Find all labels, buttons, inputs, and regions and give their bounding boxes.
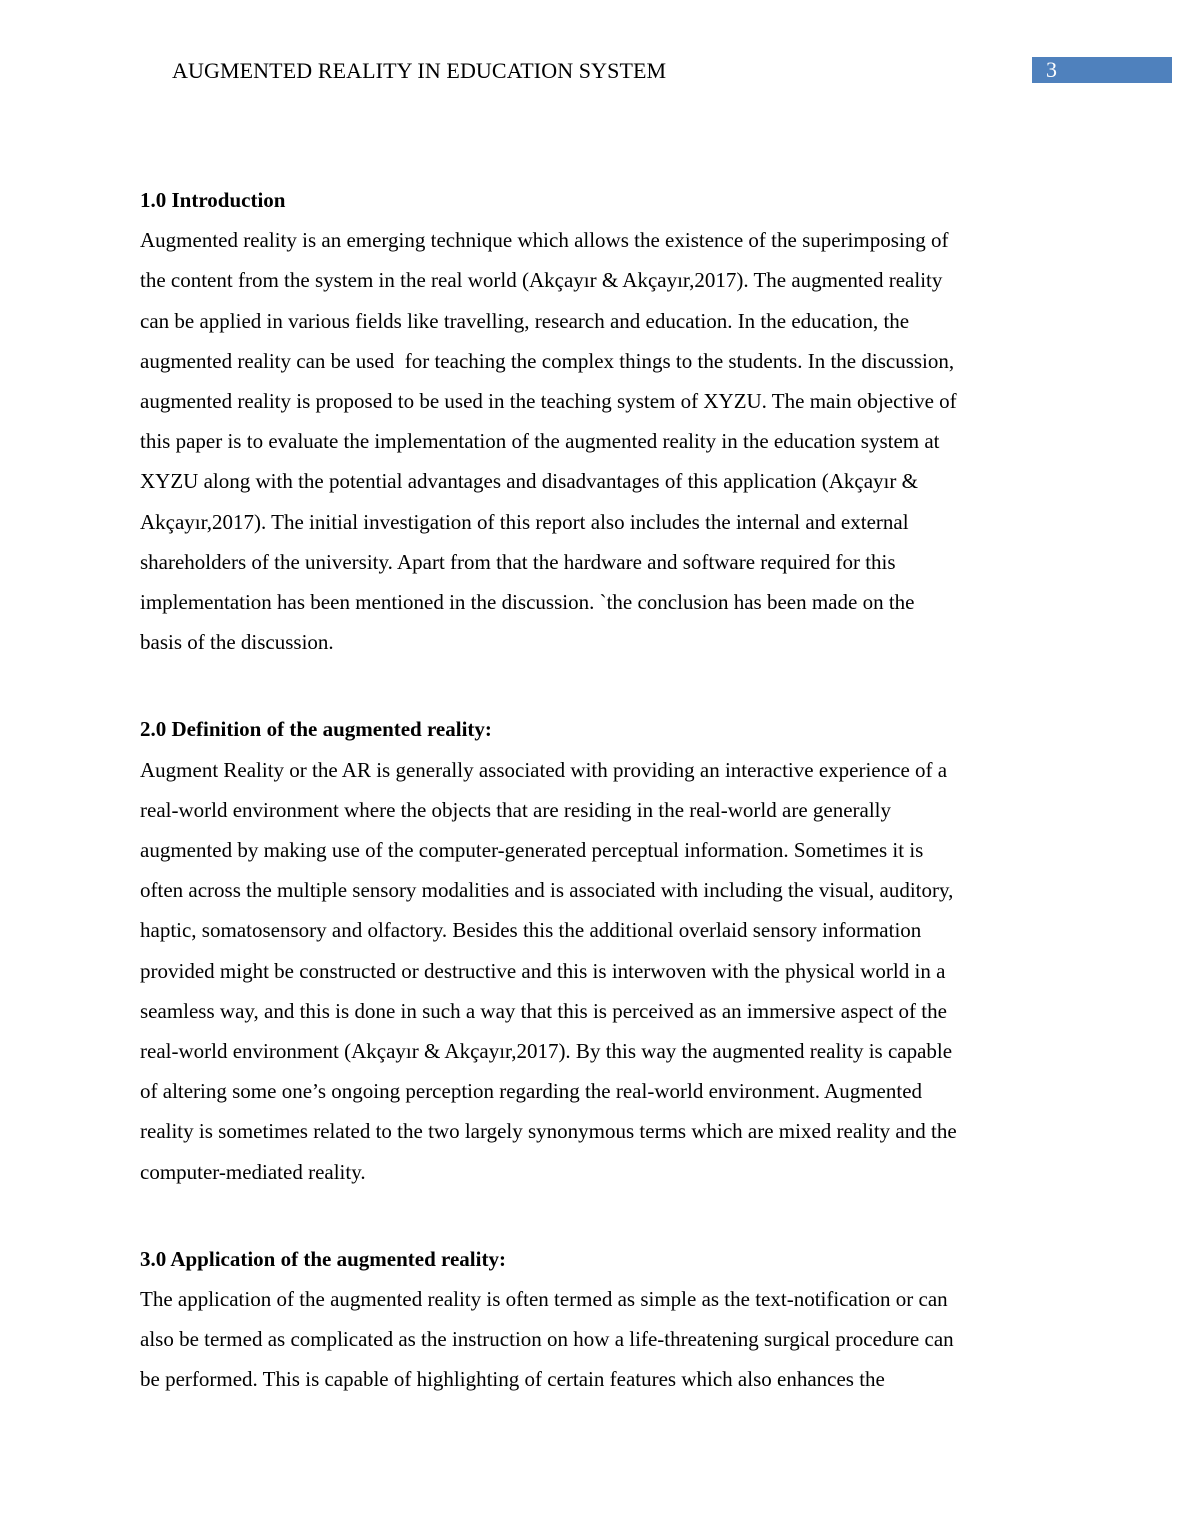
- text-line: of altering some one’s ongoing perception regarding the real-world environment. Augmented: [140, 1079, 923, 1104]
- text-line: The application of the augmented reality is often termed as simple as the text-notification or can: [140, 1287, 948, 1312]
- text-line: haptic, somatosensory and olfactory. Besides this the additional overlaid sensory information: [140, 918, 922, 943]
- document-body: [140, 180, 1060, 1400]
- section-heading: 3.0 Application of the augmented reality:: [140, 1246, 506, 1271]
- section-heading: 1.0 Introduction: [140, 188, 286, 212]
- text-line: basis of the discussion.: [140, 630, 334, 655]
- text-line: XYZU along with the potential advantages and disadvantages of this application (Akçayır &: [140, 469, 918, 494]
- running-header-title: AUGMENTED REALITY IN EDUCATION SYSTEM: [172, 58, 667, 83]
- text-line: real-world environment (Akçayır & Akçayır,2017). By this way the augmented reality is capable: [140, 1039, 953, 1064]
- text-line: implementation has been mentioned in the discussion. `the conclusion has been made on the: [140, 590, 915, 615]
- text-line: often across the multiple sensory modalities and is associated with including the visual, auditory,: [140, 878, 954, 903]
- text-line: this paper is to evaluate the implementation of the augmented reality in the education system at: [140, 429, 940, 454]
- section-application: [140, 1239, 1060, 1400]
- section-introduction: [140, 180, 1060, 662]
- section-heading: 2.0 Definition of the augmented reality:: [140, 717, 492, 742]
- text-line: shareholders of the university. Apart from that the hardware and software required for this: [140, 549, 896, 574]
- text-line: augmented reality is proposed to be used in the teaching system of XYZU. The main objective of: [140, 389, 957, 414]
- text-line: seamless way, and this is done in such a way that this is perceived as an immersive aspect of the: [140, 998, 947, 1023]
- text-line: the content from the system in the real world (Akçayır & Akçayır,2017). The augmented reality: [140, 268, 943, 293]
- section-definition: [140, 709, 1060, 1191]
- page-number: 3: [1046, 57, 1057, 82]
- text-line: real-world environment where the objects that are residing in the real-world are generally: [140, 797, 892, 822]
- text-line: also be termed as complicated as the instruction on how a life-threatening surgical procedure can: [140, 1327, 954, 1352]
- section-spacer: [140, 1192, 1060, 1239]
- text-line: be performed. This is capable of highlighting of certain features which also enhances the: [140, 1367, 885, 1392]
- section-spacer: [140, 662, 1060, 709]
- section-paragraph: [140, 220, 1060, 662]
- page-number-badge: [1032, 57, 1172, 83]
- text-line: computer-mediated reality.: [140, 1159, 366, 1184]
- text-line: augmented by making use of the computer-generated perceptual information. Sometimes it is: [140, 838, 924, 863]
- section-paragraph: [140, 750, 1060, 1192]
- text-line: augmented reality can be used for teaching the complex things to the students. In the discussion,: [140, 348, 955, 373]
- text-line: Akçayır,2017). The initial investigation of this report also includes the internal and external: [140, 509, 909, 534]
- section-paragraph: [140, 1279, 1060, 1400]
- text-line: can be applied in various fields like travelling, research and education. In the education, the: [140, 308, 910, 333]
- text-line: Augment Reality or the AR is generally associated with providing an interactive experience of a: [140, 757, 948, 782]
- text-line: provided might be constructed or destructive and this is interwoven with the physical world in a: [140, 958, 946, 983]
- text-line: reality is sometimes related to the two largely synonymous terms which are mixed reality and the: [140, 1119, 957, 1144]
- text-line: Augmented reality is an emerging technique which allows the existence of the superimposing of: [140, 228, 949, 253]
